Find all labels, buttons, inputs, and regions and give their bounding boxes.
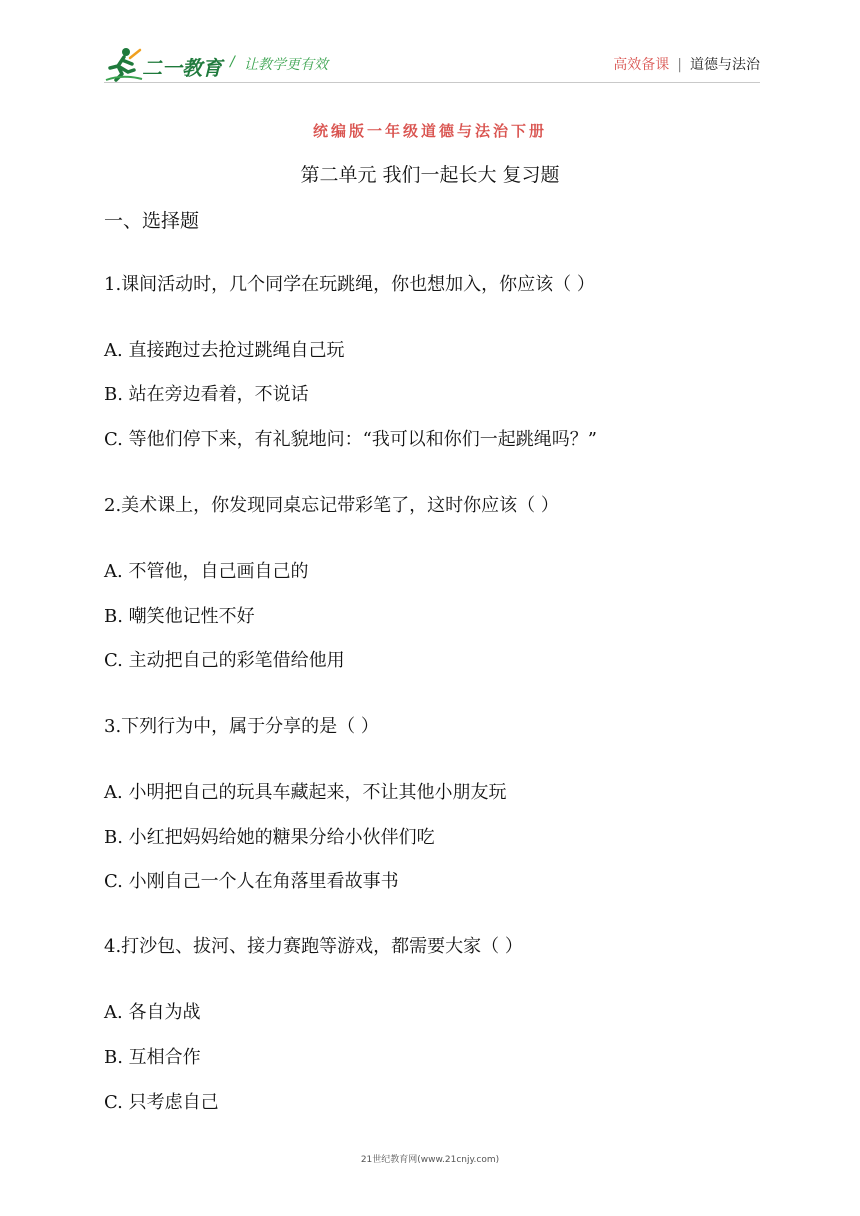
runner-logo-icon xyxy=(104,46,144,82)
question-option: B. 互相合作 xyxy=(104,1047,201,1068)
question-stem: 2.美术课上，你发现同桌忘记带彩笔了，这时你应该（ ） xyxy=(104,495,559,516)
tag-efficient-prep: 高效备课 xyxy=(613,57,670,73)
slogan: 让教学更有效 xyxy=(244,57,328,73)
question-option: C. 小刚自己一个人在角落里看故事书 xyxy=(104,871,399,892)
question-option: A. 直接跑过去抢过跳绳自己玩 xyxy=(104,340,345,361)
logo-separator: / xyxy=(230,54,235,70)
page-footer: 21世纪教育网(www.21cnjy.com) xyxy=(360,1155,500,1165)
tag-separator: | xyxy=(677,57,682,73)
document-title: 第二单元 我们一起长大 复习题 xyxy=(300,164,560,186)
header-tags xyxy=(613,54,760,74)
question-stem: 4.打沙包、拔河、接力赛跑等游戏，都需要大家（ ） xyxy=(104,936,523,957)
question-option: B. 嘲笑他记性不好 xyxy=(104,606,255,627)
page-header xyxy=(0,0,860,90)
header-divider xyxy=(104,82,760,83)
question-option: A. 各自为战 xyxy=(104,1002,201,1023)
question-option: A. 小明把自己的玩具车藏起来，不让其他小朋友玩 xyxy=(104,782,507,803)
logo xyxy=(104,46,334,82)
question-stem: 3.下列行为中，属于分享的是（ ） xyxy=(104,716,379,737)
question-option: C. 只考虑自己 xyxy=(104,1092,219,1113)
question-option: A. 不管他，自己画自己的 xyxy=(104,561,309,582)
question-option: C. 等他们停下来，有礼貌地问：“我可以和你们一起跳绳吗？” xyxy=(104,429,597,450)
question-stem: 1.课间活动时，几个同学在玩跳绳，你也想加入，你应该（ ） xyxy=(104,274,595,295)
section-title: 一、选择题 xyxy=(104,210,200,232)
book-title: 统编版一年级道德与法治下册 xyxy=(312,122,547,140)
question-option: B. 站在旁边看着，不说话 xyxy=(104,384,309,405)
question-option: C. 主动把自己的彩笔借给他用 xyxy=(104,650,345,671)
tag-subject: 道德与法治 xyxy=(690,57,760,73)
question-option: B. 小红把妈妈给她的糖果分给小伙伴们吃 xyxy=(104,827,435,848)
logo-text: 二一教育 xyxy=(142,56,222,80)
